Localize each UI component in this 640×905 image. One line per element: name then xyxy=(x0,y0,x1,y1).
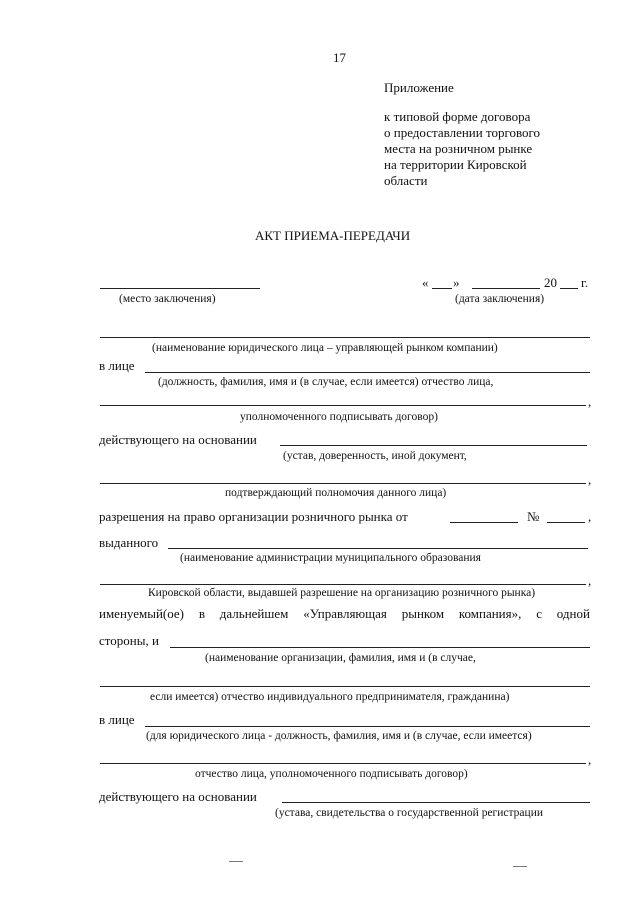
trailing-comma: , xyxy=(588,394,592,409)
word: именуемый(ое) xyxy=(99,606,185,621)
referred-as-sentence xyxy=(99,606,590,622)
label-acting-basis: действующего на основании xyxy=(99,432,257,447)
word: в xyxy=(198,606,205,621)
caption-authorized-to-sign: уполномоченного подписывать договор) xyxy=(240,411,438,423)
label-number-sign: № xyxy=(527,509,540,524)
issued-by-blank-cont[interactable] xyxy=(100,584,586,585)
appendix-line: места на розничном рынке xyxy=(384,141,533,156)
scan-mark xyxy=(229,861,243,862)
scan-mark xyxy=(513,866,527,867)
basis-blank-cont[interactable] xyxy=(100,483,586,484)
appendix-title: Приложение xyxy=(384,80,454,95)
date-year-blank[interactable] xyxy=(560,288,578,289)
word: рынком xyxy=(401,606,445,621)
basis-blank[interactable] xyxy=(280,445,587,446)
label-in-person: в лице xyxy=(99,358,135,373)
caption-org-name: (наименование организации, фамилия, имя и (в случае, xyxy=(205,652,476,664)
date-open-quote: « xyxy=(422,275,429,290)
page-number: 17 xyxy=(333,50,346,65)
caption-charter-certificate: (устава, свидетельства о государственной регистрации xyxy=(275,807,544,819)
appendix-line: к типовой форме договора xyxy=(384,109,531,124)
caption-kirov-permit: Кировской области, выдавшей разрешение на организацию розничного рынка) xyxy=(148,587,536,599)
word: с xyxy=(536,606,542,621)
caption-patronymic-ip: если имеется) отчество индивидуального предпринимателя, гражданина) xyxy=(150,691,510,703)
trailing-comma: , xyxy=(588,472,592,487)
caption-position-fio: (должность, фамилия, имя и (в случае, если имеется) отчество лица, xyxy=(158,376,494,388)
permit-date-blank[interactable] xyxy=(450,522,518,523)
caption-municipal-admin: (наименование администрации муниципального образования xyxy=(180,552,481,564)
trailing-comma: , xyxy=(588,509,592,524)
word: «Управляющая xyxy=(303,606,387,621)
counterparty-blank-cont[interactable] xyxy=(100,686,590,687)
representative-2-blank[interactable] xyxy=(145,726,590,727)
label-issued: выданного xyxy=(99,535,159,550)
permit-number-blank[interactable] xyxy=(547,522,585,523)
label-permit: разрешения на право организации розничного рынка от xyxy=(99,509,408,524)
representative-blank-cont[interactable] xyxy=(100,405,586,406)
caption-confirming-authority: подтверждающий полномочия данного лица) xyxy=(225,487,447,499)
word: дальнейшем xyxy=(219,606,289,621)
word: компания», xyxy=(458,606,522,621)
date-year-prefix: 20 xyxy=(544,275,557,290)
date-day-blank[interactable] xyxy=(432,288,452,289)
date-close-quote: » xyxy=(453,275,460,290)
issued-by-blank[interactable] xyxy=(168,548,588,549)
representative-2-blank-cont[interactable] xyxy=(100,763,586,764)
appendix-line: области xyxy=(384,173,428,188)
caption-legal-entity: (наименование юридического лица – управляющей рынком компании) xyxy=(152,342,498,354)
legal-entity-blank[interactable] xyxy=(100,337,590,338)
basis-2-blank[interactable] xyxy=(282,802,590,803)
appendix-line: о предоставлении торгового xyxy=(384,125,541,140)
caption-patronymic-authorized: отчество лица, уполномоченного подписывать договор) xyxy=(195,768,468,780)
date-caption: (дата заключения) xyxy=(455,293,545,305)
label-side-and: стороны, и xyxy=(99,633,159,648)
counterparty-blank[interactable] xyxy=(170,647,590,648)
label-acting-basis-2: действующего на основании xyxy=(99,789,257,804)
date-month-blank[interactable] xyxy=(472,288,540,289)
trailing-comma: , xyxy=(588,573,592,588)
trailing-comma: , xyxy=(588,752,592,767)
representative-blank[interactable] xyxy=(145,372,590,373)
word: одной xyxy=(556,606,590,621)
place-caption: (место заключения) xyxy=(119,293,216,305)
caption-legal-position-fio: (для юридического лица - должность, фамилия, имя и (в случае, если имеется) xyxy=(146,730,532,742)
caption-basis-doc: (устав, доверенность, иной документ, xyxy=(283,450,467,462)
label-in-person-2: в лице xyxy=(99,712,135,727)
place-blank[interactable] xyxy=(100,288,260,289)
document-title: АКТ ПРИЕМА-ПЕРЕДАЧИ xyxy=(255,228,411,243)
appendix-line: на территории Кировской xyxy=(384,157,527,172)
date-year-suffix: г. xyxy=(581,275,589,290)
